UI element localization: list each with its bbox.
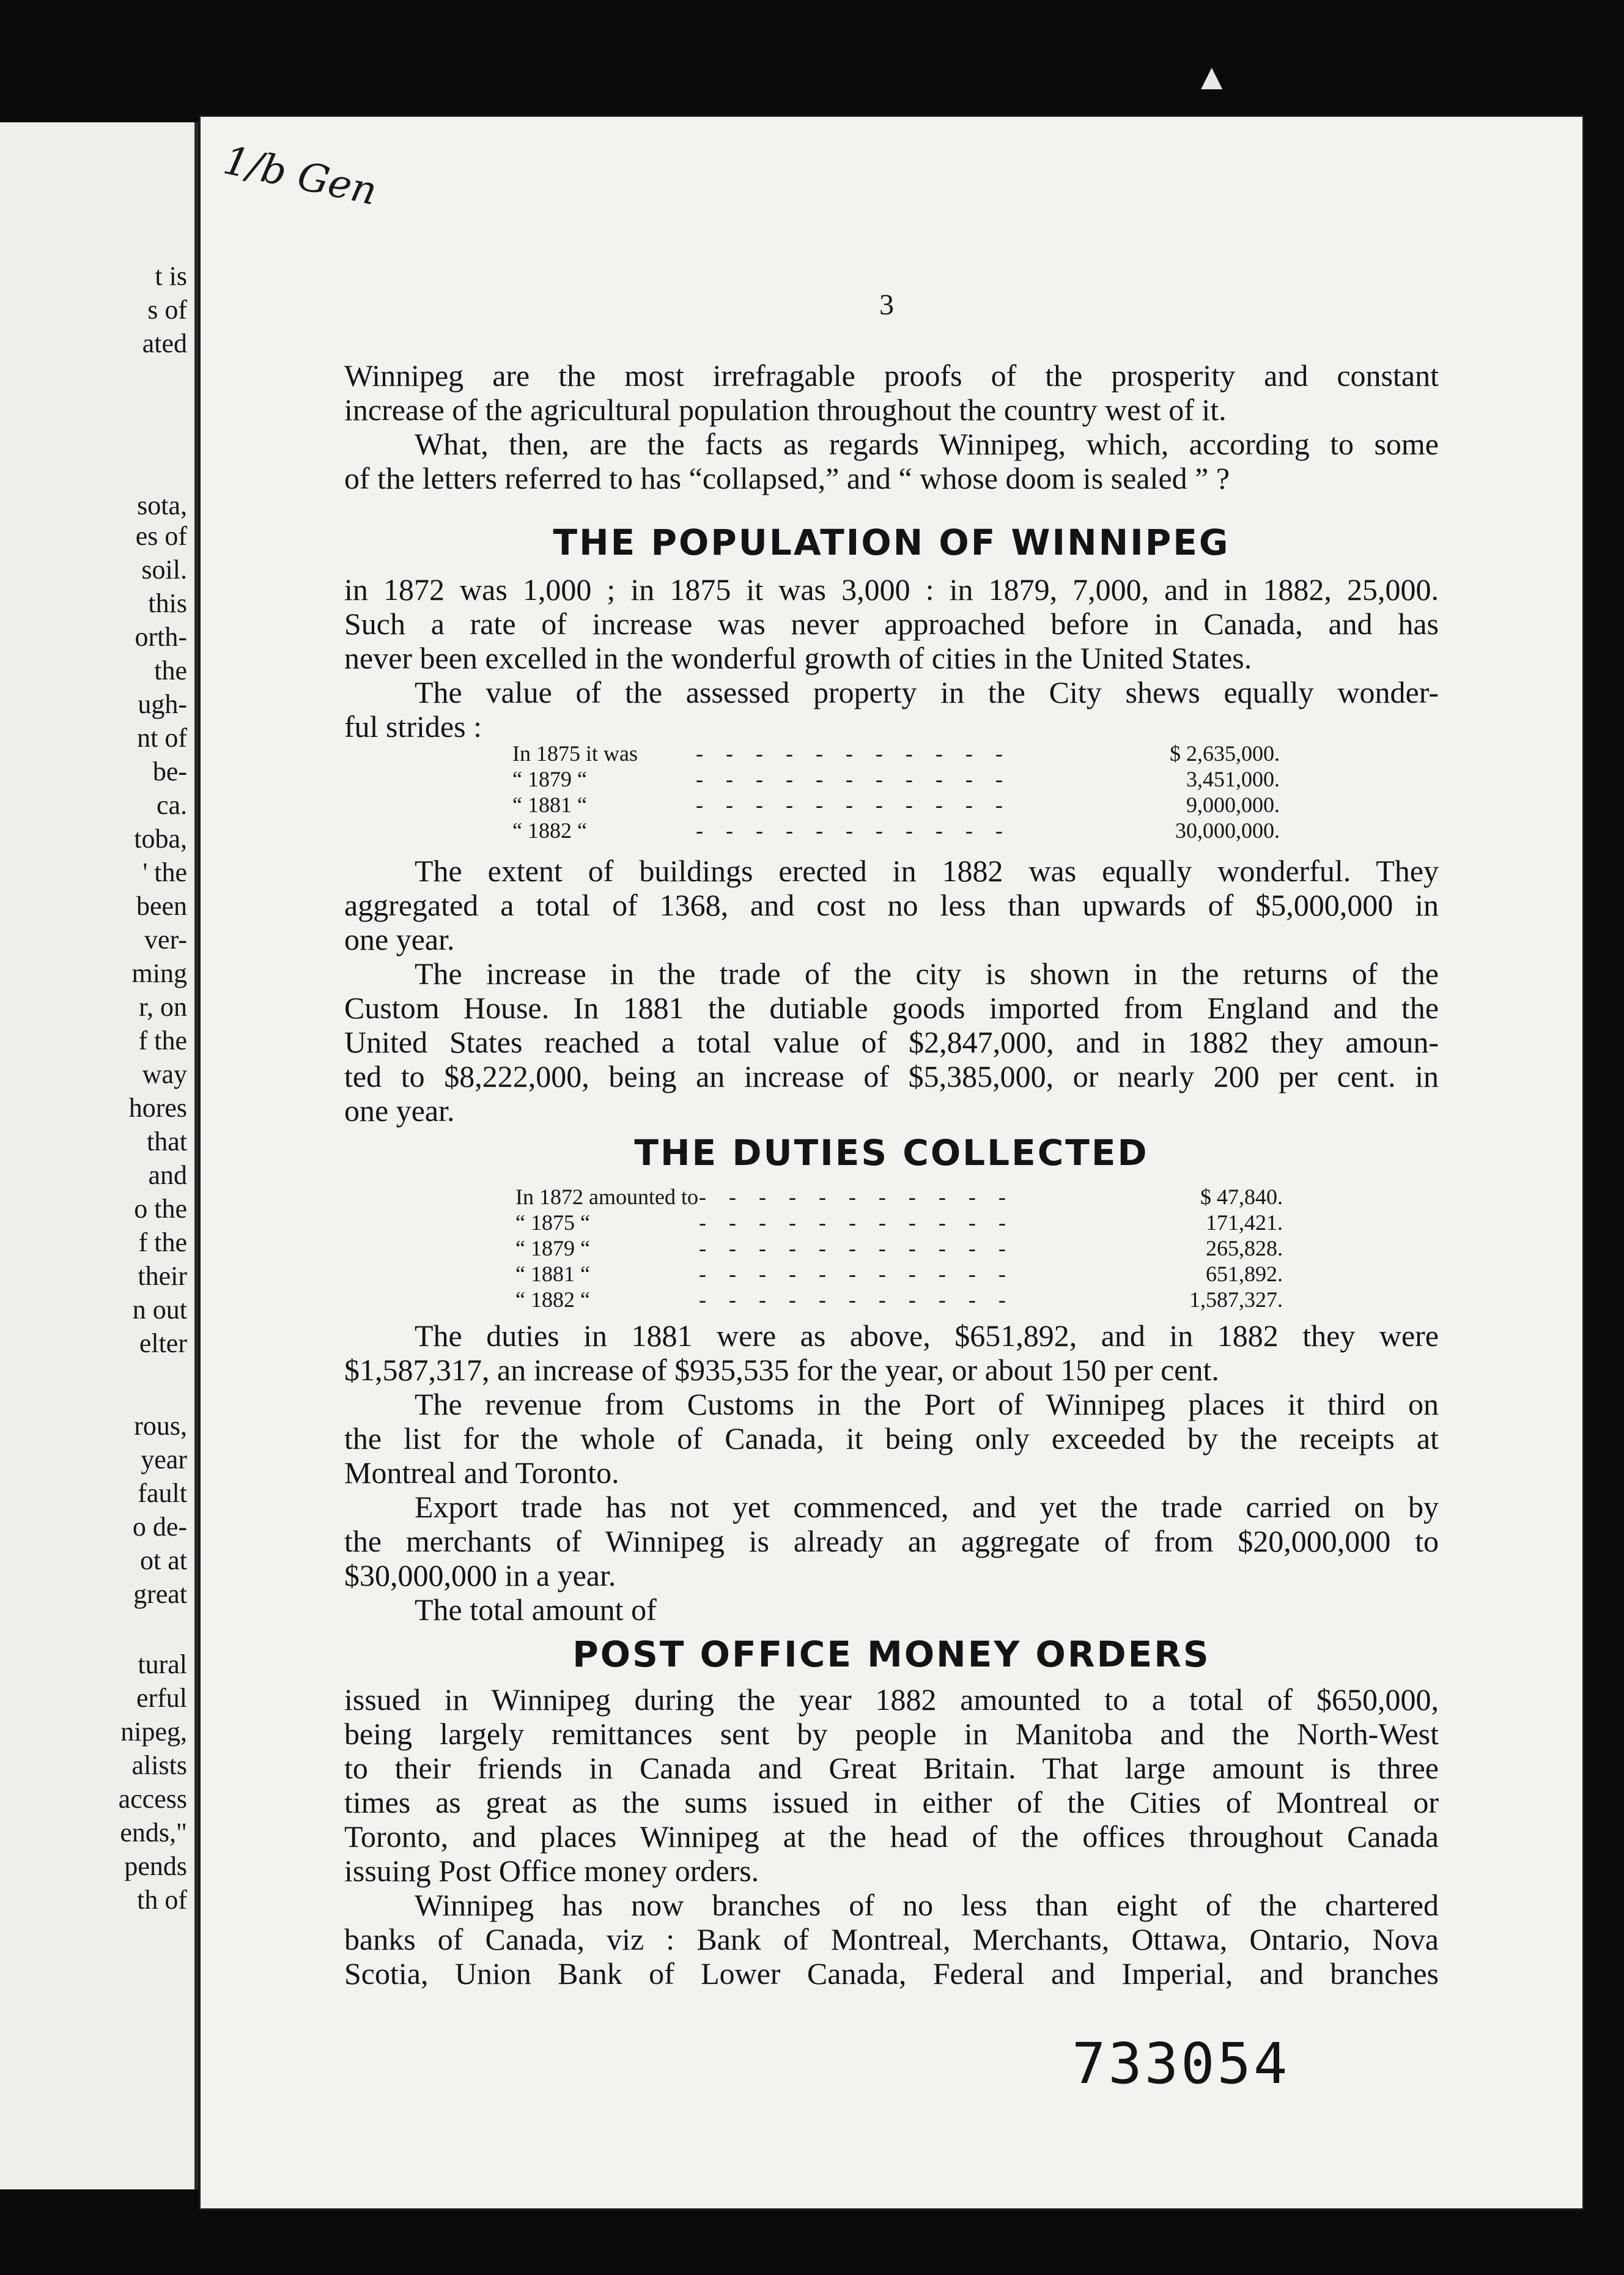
- ledger-row: [512, 741, 1280, 766]
- ledger-year-label: “ 1882 “: [515, 1287, 590, 1312]
- ledger-row: [515, 1261, 1283, 1287]
- ledger-row: [515, 1235, 1283, 1261]
- left-page-text-fragment: elter: [139, 1328, 187, 1358]
- intro-paragraph: [344, 358, 1439, 495]
- text-line: being largely remittances sent by people in Manitoba and the North-West: [344, 1717, 1439, 1751]
- text-line: banks of Canada, viz : Bank of Montreal, Merchants, Ottawa, Ontario, Nova: [344, 1922, 1439, 1956]
- leader-dots: - - - - - - - - - - -: [699, 1185, 1014, 1209]
- text-line: one year.: [344, 1093, 455, 1128]
- left-page-text-fragment: tural: [138, 1649, 187, 1679]
- ledger-amount: $ 2,635,000.: [1170, 741, 1280, 766]
- left-page-text-fragment: fault: [138, 1478, 187, 1508]
- ledger-year-label: In 1875 it was: [512, 741, 638, 766]
- left-page-text-fragment: soil.: [141, 555, 187, 585]
- left-page-text-fragment: sota,: [137, 490, 187, 520]
- heading-duties: THE DUTIES COLLECTED: [634, 1132, 1149, 1174]
- page-number: 3: [879, 289, 894, 321]
- left-page-text-fragment: the: [154, 656, 187, 686]
- text-line: issuing Post Office money orders.: [344, 1854, 759, 1888]
- left-page-text-fragment: pends: [124, 1851, 187, 1881]
- ledger-row: [515, 1210, 1283, 1235]
- leader-dots: - - - - - - - - - - -: [699, 1287, 1014, 1312]
- left-page-text-fragment: nipeg,: [120, 1717, 187, 1747]
- left-page-text-fragment: t is: [155, 261, 187, 291]
- left-page-text-fragment: ated: [142, 328, 187, 358]
- left-page-text-fragment: es of: [135, 521, 187, 551]
- ledger-amount: 9,000,000.: [1186, 793, 1280, 817]
- left-page-text-fragment: r, on: [139, 992, 187, 1022]
- population-paragraph: [344, 572, 1439, 744]
- left-page-text-fragment: ot at: [140, 1545, 187, 1575]
- left-page-text-fragment: access: [118, 1784, 187, 1814]
- ledger-amount: 3,451,000.: [1186, 767, 1280, 791]
- left-page-text-fragment: nt of: [137, 723, 187, 753]
- duties-table: [515, 1184, 1283, 1312]
- text-line: United States reached a total value of $2,847,000, and in 1882 they amoun-: [344, 1025, 1439, 1059]
- text-line: aggregated a total of 1368, and cost no less than upwards of $5,000,000 in: [344, 888, 1439, 922]
- left-page-text-fragment: ver-: [144, 925, 187, 955]
- text-line: The extent of buildings erected in 1882 was equally wonderful. They: [415, 854, 1439, 888]
- left-page-text-fragment: be-: [152, 756, 187, 786]
- left-page-text-fragment: ugh-: [138, 689, 187, 719]
- post-office-paragraph: [344, 1682, 1439, 1991]
- leader-dots: - - - - - - - - - - -: [696, 767, 1011, 791]
- left-page-text-fragment: s of: [147, 295, 187, 325]
- handwritten-annotation: 1/b Gen: [220, 138, 381, 215]
- text-line: The increase in the trade of the city is shown in the returns of the: [415, 956, 1439, 991]
- ledger-year-label: “ 1881 “: [512, 793, 587, 817]
- text-line: one year.: [344, 922, 455, 956]
- text-line: to their friends in Canada and Great Britain. That large amount is three: [344, 1751, 1439, 1785]
- buildings-paragraph: [344, 854, 1439, 1128]
- ledger-row: [512, 766, 1280, 792]
- left-page-text-fragment: ming: [131, 958, 187, 988]
- text-line: ful strides :: [344, 709, 482, 744]
- leader-dots: - - - - - - - - - - -: [696, 818, 1011, 843]
- leader-dots: - - - - - - - - - - -: [699, 1210, 1014, 1235]
- ledger-year-label: “ 1879 “: [515, 1236, 590, 1260]
- heading-post-office: POST OFFICE MONEY ORDERS: [572, 1633, 1211, 1675]
- text-line: increase of the agricultural population throughout the country west of it.: [344, 393, 1227, 427]
- text-line: The duties in 1881 were as above, $651,892, and in 1882 they were: [415, 1319, 1439, 1353]
- text-line: times as great as the sums issued in either of the Cities of Montreal or: [344, 1785, 1439, 1819]
- ledger-row: [515, 1184, 1283, 1210]
- leader-dots: - - - - - - - - - - -: [699, 1236, 1014, 1260]
- text-line: of the letters referred to has “collapsed,” and “ whose doom is sealed ” ?: [344, 461, 1230, 495]
- left-page-text-fragment: hores: [128, 1093, 187, 1123]
- text-line: issued in Winnipeg during the year 1882 amounted to a total of $650,000,: [344, 1682, 1439, 1717]
- text-line: The value of the assessed property in the City shews equally wonder-: [415, 675, 1439, 709]
- left-page-text-fragment: way: [142, 1059, 187, 1089]
- leader-dots: - - - - - - - - - - -: [696, 741, 1011, 766]
- ledger-amount: 265,828.: [1206, 1236, 1283, 1260]
- text-line: Winnipeg has now branches of no less than eight of the chartered: [415, 1888, 1439, 1922]
- heading-population: THE POPULATION OF WINNIPEG: [553, 522, 1230, 563]
- text-line: The revenue from Customs in the Port of Winnipeg places it third on: [415, 1387, 1439, 1421]
- left-page-text-fragment: rous,: [134, 1411, 187, 1441]
- left-page-text-fragment: great: [133, 1579, 187, 1609]
- ledger-year-label: “ 1881 “: [515, 1262, 590, 1286]
- left-page-text-fragment: f the: [138, 1227, 187, 1257]
- leader-dots: - - - - - - - - - - -: [696, 793, 1011, 817]
- catalog-number-stamp: 733054: [1072, 2031, 1290, 2096]
- ledger-row: [512, 818, 1280, 843]
- leader-dots: - - - - - - - - - - -: [699, 1262, 1014, 1286]
- left-page-text-fragment: th of: [137, 1885, 187, 1915]
- text-line: Scotia, Union Bank of Lower Canada, Federal and Imperial, and branches: [344, 1956, 1439, 1991]
- text-line: $30,000,000 in a year.: [344, 1558, 616, 1592]
- text-line: What, then, are the facts as regards Winnipeg, which, according to some: [415, 427, 1439, 461]
- text-line: the list for the whole of Canada, it being only exceeded by the receipts at: [344, 1421, 1439, 1456]
- previous-page-edge: [0, 122, 198, 2189]
- text-line: The total amount of: [415, 1592, 657, 1627]
- left-page-text-fragment: ca.: [156, 790, 187, 820]
- left-page-text-fragment: ends,": [120, 1818, 187, 1848]
- ledger-amount: 171,421.: [1206, 1210, 1283, 1235]
- left-page-text-fragment: toba,: [134, 824, 187, 854]
- text-line: in 1872 was 1,000 ; in 1875 it was 3,000 : in 1879, 7,000, and in 1882, 25,000.: [344, 572, 1439, 607]
- ledger-year-label: “ 1879 “: [512, 767, 587, 791]
- left-page-text-fragment: erful: [136, 1683, 187, 1713]
- left-page-text-fragment: been: [136, 891, 187, 921]
- ledger-year-label: “ 1882 “: [512, 818, 587, 843]
- duties-paragraph: [344, 1319, 1439, 1627]
- ledger-amount: 1,587,327.: [1189, 1287, 1283, 1312]
- property-value-table: [512, 741, 1280, 843]
- left-page-text-fragment: and: [148, 1160, 187, 1190]
- left-page-text-fragment: that: [147, 1126, 187, 1156]
- ledger-amount: $ 47,840.: [1200, 1185, 1283, 1209]
- left-page-text-fragment: ' the: [142, 857, 187, 887]
- text-line: $1,587,317, an increase of $935,535 for the year, or about 150 per cent.: [344, 1353, 1219, 1387]
- text-line: Custom House. In 1881 the dutiable goods imported from England and the: [344, 991, 1439, 1025]
- text-line: Montreal and Toronto.: [344, 1456, 619, 1490]
- left-page-text-fragment: their: [138, 1261, 187, 1291]
- left-page-text-fragment: o the: [134, 1194, 187, 1224]
- left-page-text-fragment: orth-: [135, 622, 187, 652]
- ledger-amount: 30,000,000.: [1175, 818, 1280, 843]
- left-page-text-fragment: alists: [131, 1750, 187, 1780]
- ledger-year-label: “ 1875 “: [515, 1210, 590, 1235]
- left-page-text-fragment: o de-: [132, 1512, 187, 1542]
- document-page: [199, 115, 1584, 2210]
- scan-artifact: ▲: [1194, 57, 1230, 97]
- ledger-row: [512, 792, 1280, 818]
- text-line: the merchants of Winnipeg is already an aggregate of from $20,000,000 to: [344, 1524, 1439, 1558]
- left-page-text-fragment: n out: [132, 1295, 187, 1325]
- ledger-amount: 651,892.: [1206, 1262, 1283, 1286]
- text-line: Toronto, and places Winnipeg at the head of the offices throughout Canada: [344, 1819, 1439, 1854]
- text-line: Winnipeg are the most irrefragable proofs of the prosperity and constant: [344, 358, 1439, 393]
- text-line: never been excelled in the wonderful growth of cities in the United States.: [344, 641, 1252, 675]
- left-page-text-fragment: f the: [138, 1026, 187, 1056]
- ledger-year-label: In 1872 amounted to: [515, 1185, 698, 1209]
- left-page-text-fragment: this: [148, 588, 187, 618]
- ledger-row: [515, 1287, 1283, 1312]
- left-page-text-fragment: year: [141, 1445, 187, 1474]
- text-line: ted to $8,222,000, being an increase of $5,385,000, or nearly 200 per cent. in: [344, 1059, 1439, 1093]
- text-line: Such a rate of increase was never approached before in Canada, and has: [344, 607, 1439, 641]
- text-line: Export trade has not yet commenced, and yet the trade carried on by: [415, 1490, 1439, 1524]
